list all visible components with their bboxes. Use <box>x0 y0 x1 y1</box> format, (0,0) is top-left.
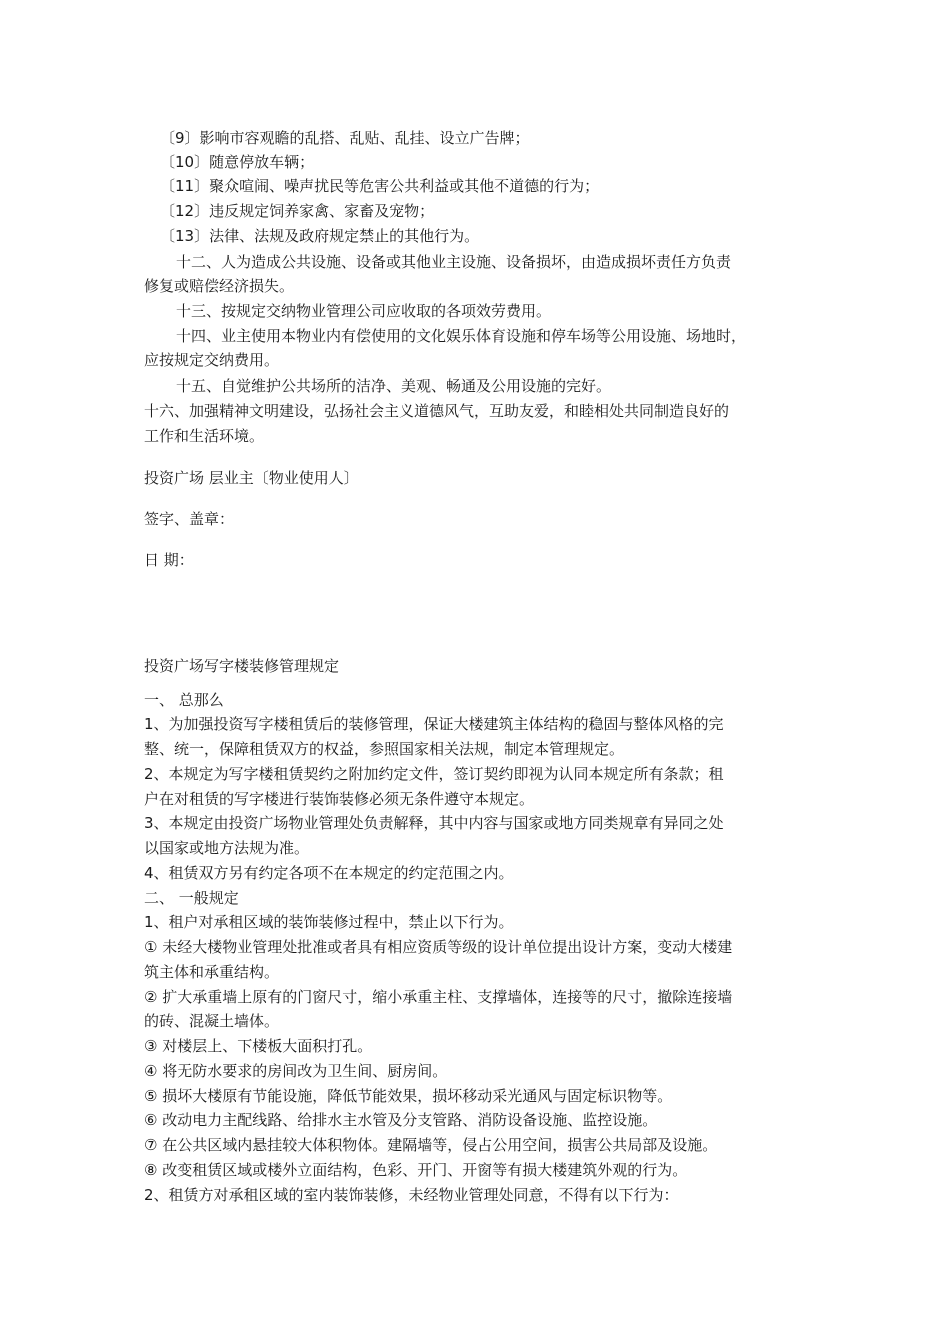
item-2-line-2: 户在对租赁的写字楼进行装饰装修必须无条件遵守本规定。 <box>144 790 535 808</box>
prohibited-2-line-2: 的砖、混凝土墙体。 <box>144 1012 280 1030</box>
rule-2: 2、租赁方对承租区域的室内装饰装修，未经物业管理处同意，不得有以下行为： <box>144 1186 679 1204</box>
article-12-line-2: 修复或赔偿经济损失。 <box>144 277 295 295</box>
regulation-title: 投资广场写字楼装修管理规定 <box>144 657 340 675</box>
article-13: 十三、按规定交纳物业管理公司应收取的各项效劳费用。 <box>176 302 552 320</box>
date-line: 日 期： <box>144 551 194 569</box>
item-1-line-2: 整、统一，保障租赁双方的权益，参照国家相关法规，制定本管理规定。 <box>144 740 625 758</box>
article-12-line-1: 十二、人为造成公共设施、设备或其他业主设施、设备损坏，由造成损坏责任方负责 <box>176 253 732 271</box>
rule-1: 1、租户对承租区域的装饰装修过程中，禁止以下行为。 <box>144 913 514 931</box>
prohibited-7: ⑦ 在公共区域内悬挂较大体积物体。建隔墙等，侵占公用空间，损害公共局部及设施。 <box>144 1136 718 1154</box>
prohibited-4: ④ 将无防水要求的房间改为卫生间、厨房间。 <box>144 1062 448 1080</box>
prohibited-8: ⑧ 改变租赁区域或楼外立面结构，色彩、开门、开窗等有损大楼建筑外观的行为。 <box>144 1161 688 1179</box>
item-3-line-2: 以国家或地方法规为准。 <box>144 839 310 857</box>
sign-line: 签字、盖章： <box>144 510 235 528</box>
article-16-line-2: 工作和生活环境。 <box>144 427 265 445</box>
prohibited-1-line-1: ① 未经大楼物业管理处批准或者具有相应资质等级的设计单位提出设计方案，变动大楼建 <box>144 938 733 956</box>
prohibited-6: ⑥ 改动电力主配线路、给排水主水管及分支管路、消防设备设施、监控设施。 <box>144 1111 658 1129</box>
item-2-line-1: 2、本规定为写字楼租赁契约之附加约定文件，签订契约即视为认同本规定所有条款；租 <box>144 765 724 783</box>
prohibited-5: ⑤ 损坏大楼原有节能设施，降低节能效果，损坏移动采光通风与固定标识物等。 <box>144 1087 673 1105</box>
heading-general-rules: 二、 一般规定 <box>144 889 239 907</box>
clause-12: 〔12〕违反规定饲养家禽、家畜及宠物； <box>160 202 435 220</box>
prohibited-1-line-2: 筑主体和承重结构。 <box>144 963 280 981</box>
clause-11: 〔11〕聚众喧闹、噪声扰民等危害公共利益或其他不道德的行为； <box>160 177 600 195</box>
item-4: 4、租赁双方另有约定各项不在本规定的约定范围之内。 <box>144 864 514 882</box>
prohibited-2-line-1: ② 扩大承重墙上原有的门窗尺寸，缩小承重主柱、支撑墙体，连接等的尺寸，撤除连接墙 <box>144 988 733 1006</box>
clause-13: 〔13〕法律、法规及政府规定禁止的其他行为。 <box>160 227 480 245</box>
article-16-line-1: 十六、加强精神文明建设，弘扬社会主义道德风气，互助友爱，和睦相处共同制造良好的 <box>144 402 730 420</box>
article-15: 十五、自觉维护公共场所的洁净、美观、畅通及公用设施的完好。 <box>176 377 612 395</box>
article-14-line-1: 十四、业主使用本物业内有偿使用的文化娱乐体育设施和停车场等公用设施、场地时， <box>176 327 747 345</box>
item-3-line-1: 3、本规定由投资广场物业管理处负责解释，其中内容与国家或地方同类规章有异同之处 <box>144 814 724 832</box>
heading-general: 一、 总那么 <box>144 691 224 709</box>
clause-9: 〔9〕影响市容观瞻的乱搭、乱贴、乱挂、设立广告牌； <box>160 129 530 147</box>
item-1-line-1: 1、为加强投资写字楼租赁后的装修管理，保证大楼建筑主体结构的稳固与整体风格的完 <box>144 715 724 733</box>
owner-line: 投资广场 层业主〔物业使用人〕 <box>144 469 359 487</box>
article-14-line-2: 应按规定交纳费用。 <box>144 351 280 369</box>
prohibited-3: ③ 对楼层上、下楼板大面积打孔。 <box>144 1037 373 1055</box>
clause-10: 〔10〕随意停放车辆； <box>160 153 315 171</box>
